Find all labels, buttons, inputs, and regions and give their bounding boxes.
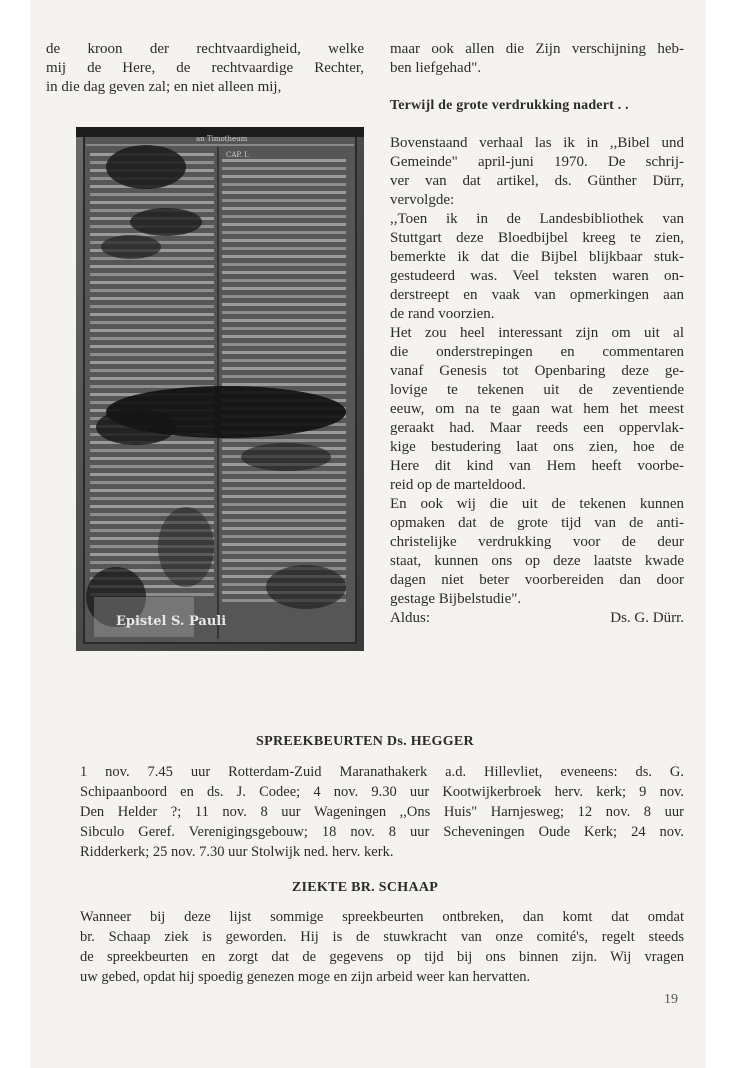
- para2-line-3: bemerkte ik dat die Bijbel blijkbaar stuk-: [390, 249, 684, 265]
- para3-line-3: vanaf Genesis tot Openbaring deze ge-: [390, 363, 684, 379]
- para1-line-1: Bovenstaand verhaal las ik in ,,Bibel und: [390, 135, 684, 151]
- para3-line-2: die onderstrepingen en commentaren: [390, 344, 684, 360]
- photo-chapter-text: CAP. I.: [226, 151, 250, 159]
- page-number: 19: [664, 992, 678, 1007]
- right-intro-line-2: ben liefgehad".: [390, 60, 482, 76]
- para4-line-1: En ook wij die uit de tekenen kunnen: [390, 496, 684, 512]
- ziekte-line-1: Wanneer bij deze lijst sommige spreekbeurten ontbreken, dan komt dat omdat: [80, 909, 684, 925]
- signature-line: [390, 609, 684, 628]
- right-intro-line-1: maar ook allen die Zijn verschijning heb-: [390, 41, 684, 57]
- para2-line-4: gestudeerd was. Veel teksten waren on-: [390, 268, 684, 284]
- left-line-1: de kroon der rechtvaardigheid, welke: [46, 41, 364, 57]
- para3-line-6: geraakt had. Maar reeds een oppervlak-: [390, 420, 684, 436]
- para2-line-6: de rand voorzien.: [390, 306, 495, 322]
- para3-line-1: Het zou heel interessant zijn om uit al: [390, 325, 684, 341]
- para1-line-4: vervolgde:: [390, 192, 455, 208]
- spreekbeurten-line-3: Den Helder ?; 11 nov. 8 uur Wageningen ,,Ons Huis" Harnjesweg; 12 nov. 8 uur: [80, 804, 684, 820]
- left-column-text: [46, 40, 364, 97]
- para3-line-9: reid op de marteldood.: [390, 477, 526, 493]
- para3-line-7: kige bestudering laat ons zien, hoe de: [390, 439, 684, 455]
- para3-line-4: lovige te tekenen uit de zeventiende: [390, 382, 684, 398]
- right-column-text: [390, 40, 684, 628]
- ziekte-line-4: uw gebed, opdat hij spoedig genezen moge en zijn arbeid weer kan hervatten.: [80, 969, 531, 985]
- para2-line-5: derstreept en vaak van opmerkingen aan: [390, 287, 684, 303]
- para4-line-6: gestage Bijbelstudie".: [390, 591, 522, 607]
- signature-author: Ds. G. Dürr.: [610, 610, 684, 626]
- para1-line-2: Gemeinde" april-juni 1970. De schrij-: [390, 154, 684, 170]
- spreekbeurten-line-2: Schipaanboord en ds. J. Codee; 4 nov. 9.30 uur Kootwijkerbroek herv. kerk; 9 nov.: [80, 784, 684, 800]
- signature-aldus: Aldus:: [390, 610, 431, 626]
- left-line-3: in die dag geven zal; en niet alleen mij,: [46, 79, 282, 95]
- photo-bottom-text: Epistel S. Pauli: [116, 614, 227, 629]
- left-line-2: mij de Here, de rechtvaardige Rechter,: [46, 60, 364, 76]
- ziekte-paragraph: [80, 907, 684, 987]
- spreekbeurten-line-4: Sibculo Geref. Verenigingsgebouw; 18 nov. 8 uur Scheveningen Oude Kerk; 24 nov.: [80, 824, 684, 840]
- para3-line-8: Here dit kind van Hem heeft voorbe-: [390, 458, 684, 474]
- para3-line-5: eeuw, om na te gaan wat hem het meest: [390, 401, 684, 417]
- ziekte-line-3: de spreekbeurten en zorgt dat de gegevens op tijd bij ons binnen zijn. Wij vragen: [80, 949, 684, 965]
- para2-line-2: Stuttgart deze Bloedbijbel kreeg te zien,: [390, 230, 684, 246]
- section-title-spreekbeurten: SPREEKBEURTEN Ds. HEGGER: [256, 734, 474, 749]
- para4-line-3: christelijke verdrukking voor de deur: [390, 534, 684, 550]
- para4-line-4: staat, kunnen ons op deze laatste kwade: [390, 553, 684, 569]
- para2-line-1: ,,Toen ik in de Landesbibliothek van: [390, 211, 684, 227]
- ziekte-line-2: br. Schaap ziek is geworden. Hij is de stuwkracht van onze comité's, regelt steeds: [80, 929, 684, 945]
- spreekbeurten-line-5: Ridderkerk; 25 nov. 7.30 uur Stolwijk ned. herv. kerk.: [80, 844, 394, 860]
- photo-header-text: an Timotheum: [196, 135, 248, 143]
- section-title-ziekte: ZIEKTE BR. SCHAAP: [291, 880, 439, 895]
- article-subheading: Terwijl de grote verdrukking nadert . .: [390, 98, 629, 113]
- spreekbeurten-paragraph: [80, 762, 684, 862]
- spreekbeurten-line-1: 1 nov. 7.45 uur Rotterdam-Zuid Maranathakerk a.d. Hillevliet, eveneens: ds. G.: [80, 764, 684, 780]
- bible-page-illustration: [76, 127, 364, 651]
- bible-page-photo: [76, 127, 364, 651]
- para4-line-5: dagen niet beter voorbereiden dan door: [390, 572, 684, 588]
- para1-line-3: ver van dat artikel, ds. Günther Dürr,: [390, 173, 684, 189]
- para4-line-2: opmaken dat de grote tijd van de anti-: [390, 515, 684, 531]
